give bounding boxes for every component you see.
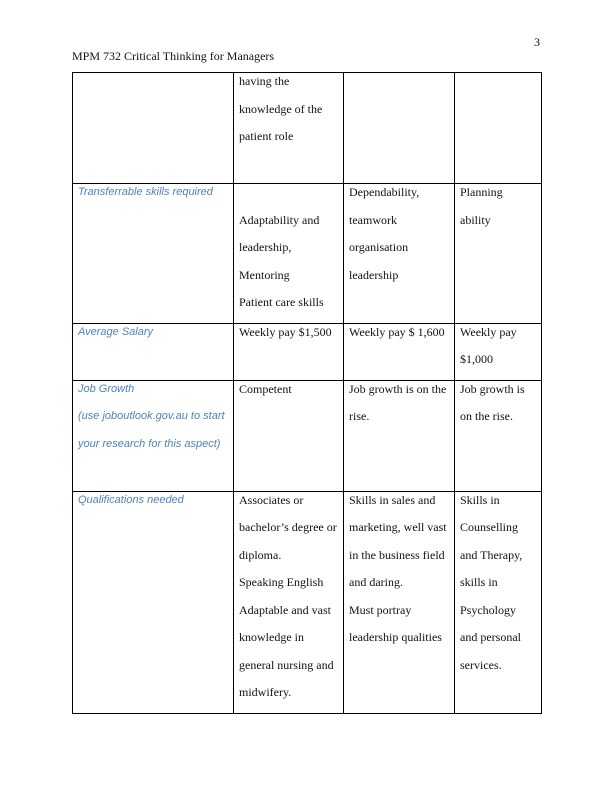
cell-line: knowledge in [239,630,304,644]
table-cell [455,491,542,713]
table-cell [234,323,344,380]
table-cell [344,491,455,713]
cell-line: Counselling [460,520,519,534]
cell-line: in the business field [349,547,445,562]
cell-line: Dependability, [349,185,420,199]
table-cell [455,323,542,380]
cell-line: leadership qualities [349,630,442,644]
row-label-cell [73,323,234,380]
cell-line: Job growth is on the [349,381,447,396]
cell-line: Qualifications needed [78,493,184,506]
cell-line: Planning [460,185,503,199]
table-row [73,184,542,324]
cell-line: rise. [349,409,370,423]
row-label-cell [73,184,234,324]
table-cell [344,323,455,380]
cell-line: $1,000 [460,352,493,366]
cell-line: Competent [239,381,292,396]
cell-line: Job growth is [460,381,525,396]
cell-line: your research for this aspect) [78,437,221,450]
table-cell [234,491,344,713]
cell-line: on the rise. [460,409,513,423]
cell-line: Adaptable and vast [239,602,331,617]
cell-line [239,185,338,213]
cell-line: Skills in [460,492,500,507]
cell-line [78,74,228,102]
cell-line: skills in [460,575,498,589]
table-row [73,323,542,380]
table-row [73,73,542,184]
cell-line: Adaptability and [239,212,320,227]
cell-line: knowledge of the [239,101,323,116]
page-number: 3 [534,35,540,49]
cell-line: Skills in sales and [349,492,436,507]
cell-line: Patient care skills [239,295,324,309]
cell-line: leadership, [239,240,292,254]
cell-line: Speaking English [239,575,324,589]
cell-line: services. [460,657,502,672]
cell-line: Weekly pay $ 1,600 [349,324,445,339]
table-cell [234,380,344,491]
cell-line: (use joboutlook.gov.au to start [78,410,225,422]
career-comparison-table [72,72,542,714]
cell-line: Job Growth [78,382,135,395]
table-row [73,491,542,713]
running-header: MPM 732 Critical Thinking for Managers [72,49,275,63]
row-label-cell [73,73,234,184]
row-label-cell [73,380,234,491]
table-cell [344,184,455,324]
cell-line: ability [460,212,491,227]
cell-line: marketing, well vast [349,520,447,534]
cell-line [460,74,536,102]
cell-line: general nursing and [239,657,334,672]
table-cell [455,184,542,324]
cell-line: leadership [349,267,399,282]
cell-line: Weekly pay [460,324,517,339]
table-cell [455,73,542,184]
cell-line: bachelor’s degree or [239,520,337,534]
cell-line: Must portray [349,602,412,617]
cell-line: and personal [460,630,521,644]
cell-line: teamwork [349,212,397,227]
row-label-cell [73,491,234,713]
table-cell [344,380,455,491]
cell-line: Average Salary [78,325,154,338]
cell-line: Transferrable skills required [78,186,213,198]
cell-line [349,74,449,102]
cell-line: organisation [349,240,409,254]
cell-line: diploma. [239,547,282,562]
cell-line: and Therapy, [460,547,523,562]
cell-line: Psychology [460,602,517,617]
table-cell [234,73,344,184]
cell-line: having the [239,74,290,88]
cell-line: Mentoring [239,267,290,282]
table-cell [344,73,455,184]
table-cell [455,380,542,491]
cell-line: Associates or [239,492,304,507]
table-cell [234,184,344,324]
table-row [73,380,542,491]
cell-line: midwifery. [239,685,292,699]
cell-line: Weekly pay $1,500 [239,324,332,339]
cell-line: and daring. [349,575,403,589]
cell-line: patient role [239,129,294,143]
